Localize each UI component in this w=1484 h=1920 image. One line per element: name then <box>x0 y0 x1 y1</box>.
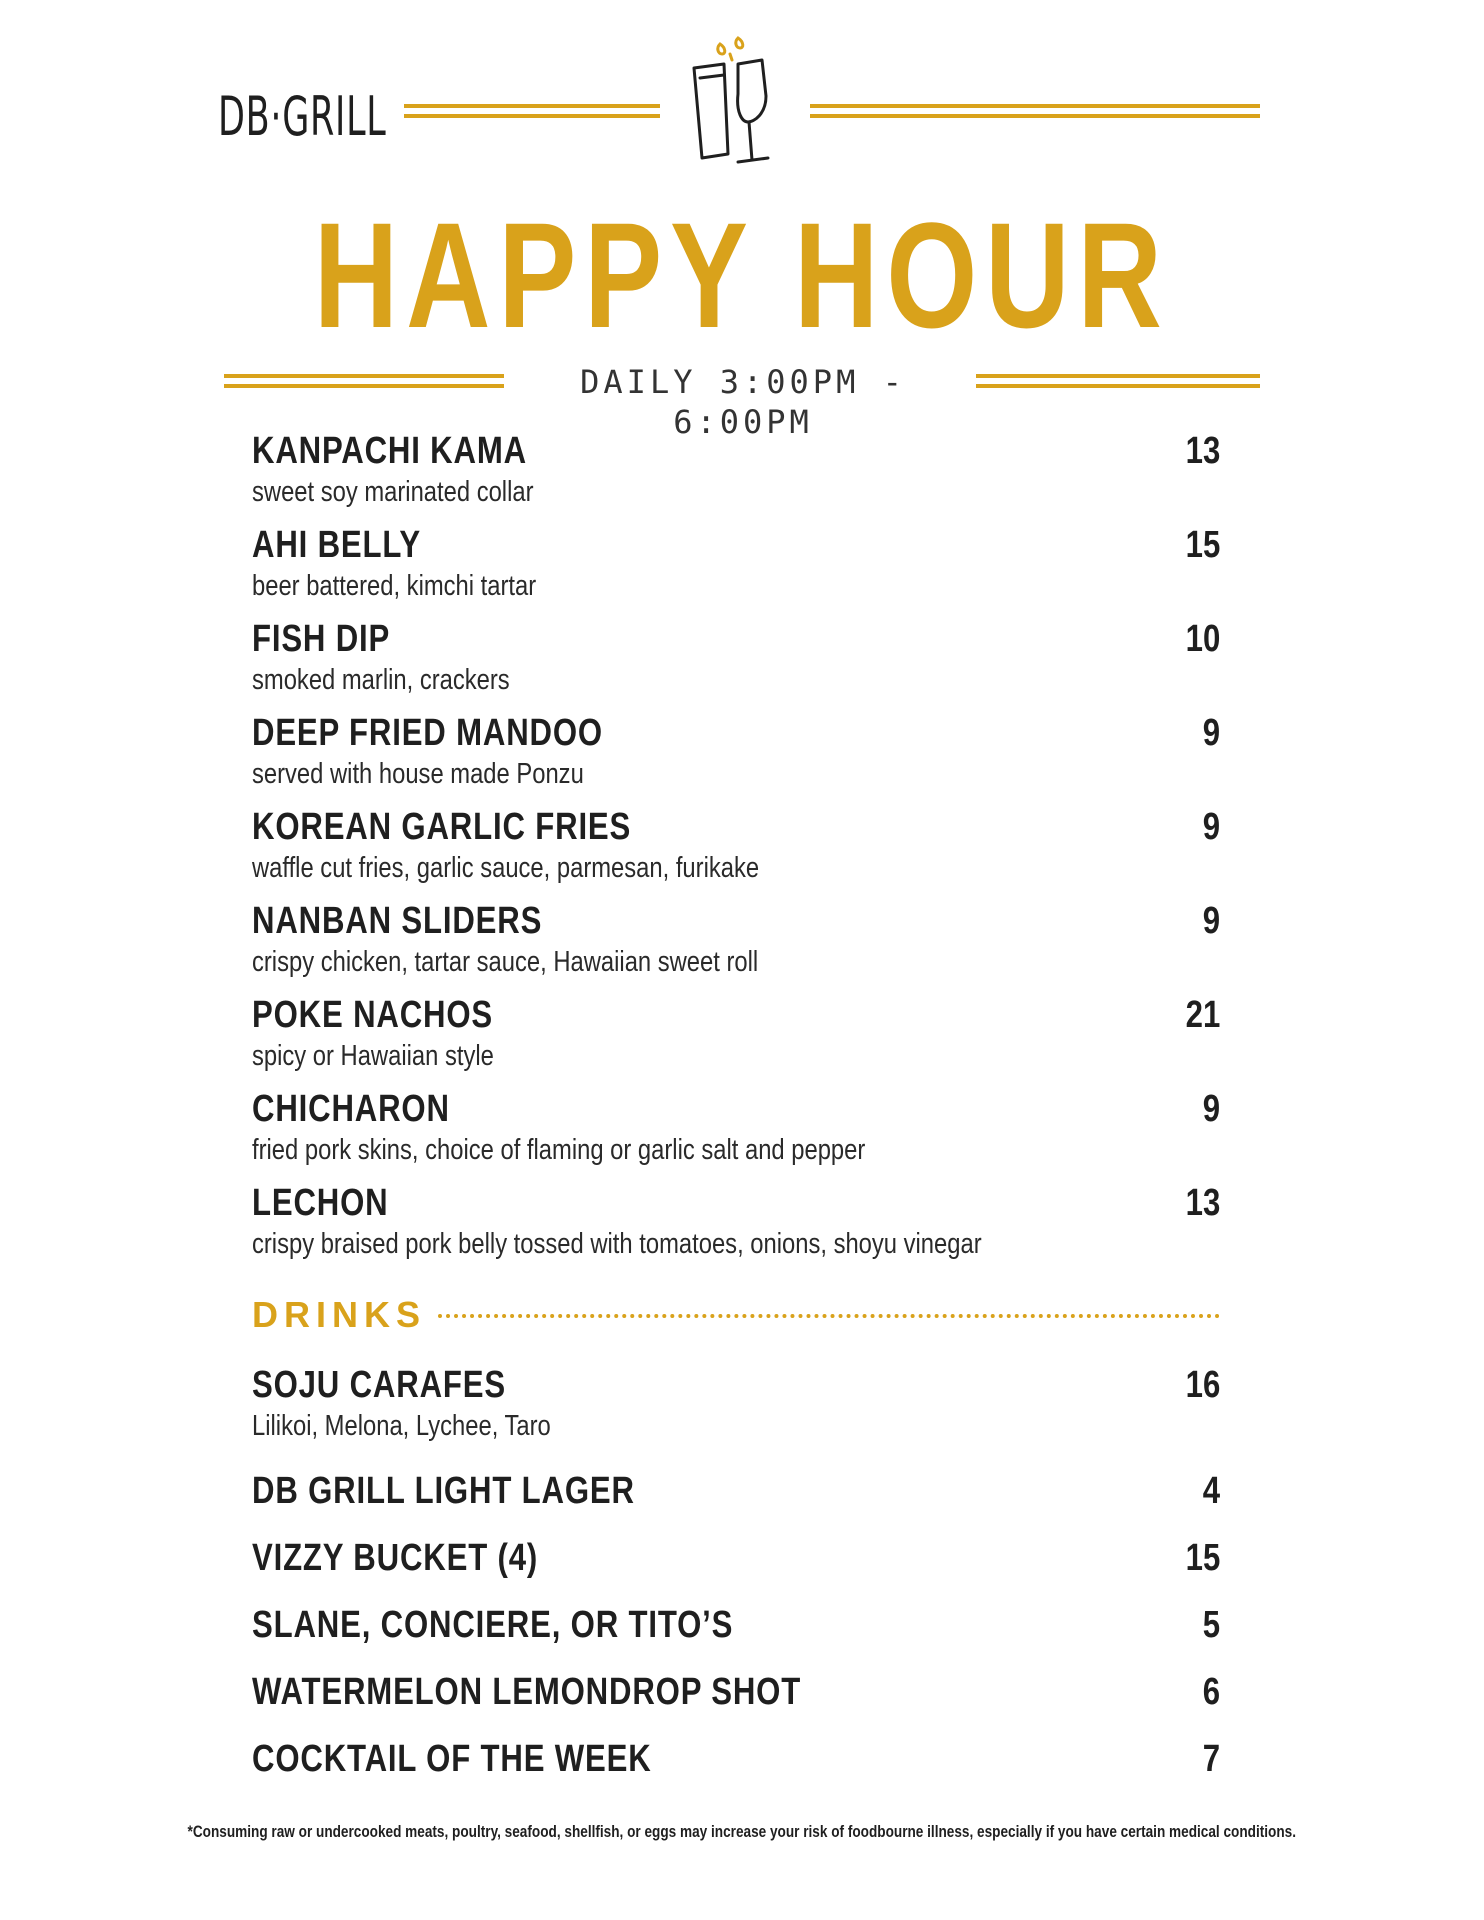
header <box>0 0 1484 180</box>
drink-item <box>252 1468 1220 1535</box>
dotted-divider <box>438 1314 1220 1318</box>
item-name: DB GRILL LIGHT LAGER <box>252 1470 635 1512</box>
item-price: 9 <box>1202 806 1220 848</box>
menu-item <box>252 428 1220 522</box>
item-description: fried pork skins, choice of flaming or garlic salt and pepper <box>252 1134 866 1166</box>
item-description: beer battered, kimchi tartar <box>252 570 537 602</box>
header-rule-right <box>810 104 1260 118</box>
hours-rule-left <box>224 374 504 388</box>
disclaimer: *Consuming raw or undercooked meats, poultry, seafood, shellfish, or eggs may increase your risk of foodbourne illness, especially if you have certain medical conditions. <box>187 1822 1297 1841</box>
item-name: AHI BELLY <box>252 524 421 566</box>
item-description: smoked marlin, crackers <box>252 664 510 696</box>
menu-item <box>252 616 1220 710</box>
page-title: HAPPY HOUR <box>313 191 1170 359</box>
hours-row <box>0 362 1484 441</box>
item-price: 9 <box>1202 712 1220 754</box>
item-name: CHICHARON <box>252 1088 450 1130</box>
item-description: crispy braised pork belly tossed with tomatoes, onions, shoyu vinegar <box>252 1228 982 1260</box>
menu-item <box>252 1086 1220 1180</box>
item-name: LECHON <box>252 1182 389 1224</box>
item-description: crispy chicken, tartar sauce, Hawaiian sweet roll <box>252 946 759 978</box>
item-name: KOREAN GARLIC FRIES <box>252 806 632 848</box>
item-name: POKE NACHOS <box>252 994 494 1036</box>
item-price: 6 <box>1202 1671 1220 1713</box>
menu-item <box>252 1180 1220 1274</box>
item-name: DEEP FRIED MANDOO <box>252 712 603 754</box>
logo: DB·GRILL <box>218 85 387 148</box>
item-name: SLANE, CONCIERE, OR TITO’S <box>252 1604 734 1646</box>
item-price: 5 <box>1202 1604 1220 1646</box>
drinks-heading: DRINKS <box>252 1294 427 1335</box>
item-price: 15 <box>1185 1537 1220 1579</box>
item-price: 13 <box>1185 1182 1220 1224</box>
item-price: 15 <box>1185 524 1220 566</box>
drinks-menu <box>252 1362 1220 1803</box>
drink-item <box>252 1535 1220 1602</box>
menu-item <box>252 804 1220 898</box>
item-price: 4 <box>1202 1470 1220 1512</box>
hours-rule-right <box>976 374 1260 388</box>
menu-item <box>252 992 1220 1086</box>
item-price: 9 <box>1202 1088 1220 1130</box>
item-description: served with house made Ponzu <box>252 758 584 790</box>
item-name: KANPACHI KAMA <box>252 430 527 472</box>
drink-item <box>252 1669 1220 1736</box>
menu-item <box>252 522 1220 616</box>
drink-item <box>252 1736 1220 1803</box>
item-price: 16 <box>1185 1364 1220 1406</box>
item-description: sweet soy marinated collar <box>252 476 534 508</box>
header-rule-left <box>404 104 660 118</box>
drink-item <box>252 1362 1220 1468</box>
item-name: SOJU CARAFES <box>252 1364 506 1406</box>
hours-text: DAILY 3:00PM - 6:00PM <box>580 363 906 441</box>
item-price: 10 <box>1185 618 1220 660</box>
menu-item <box>252 898 1220 992</box>
item-price: 21 <box>1185 994 1220 1036</box>
item-description: spicy or Hawaiian style <box>252 1040 494 1072</box>
menu-item <box>252 710 1220 804</box>
toasting-glasses-icon <box>680 34 800 174</box>
drink-item <box>252 1602 1220 1669</box>
drinks-section-header <box>252 1292 1220 1338</box>
item-name: NANBAN SLIDERS <box>252 900 543 942</box>
item-description: waffle cut fries, garlic sauce, parmesan, furikake <box>252 852 760 884</box>
item-price: 9 <box>1202 900 1220 942</box>
item-name: WATERMELON LEMONDROP SHOT <box>252 1671 802 1713</box>
item-description: Lilikoi, Melona, Lychee, Taro <box>252 1410 551 1442</box>
item-price: 7 <box>1202 1738 1220 1780</box>
item-name: COCKTAIL OF THE WEEK <box>252 1738 652 1780</box>
item-price: 13 <box>1185 430 1220 472</box>
food-menu <box>252 428 1220 1274</box>
item-name: FISH DIP <box>252 618 391 660</box>
item-name: VIZZY BUCKET (4) <box>252 1537 539 1579</box>
